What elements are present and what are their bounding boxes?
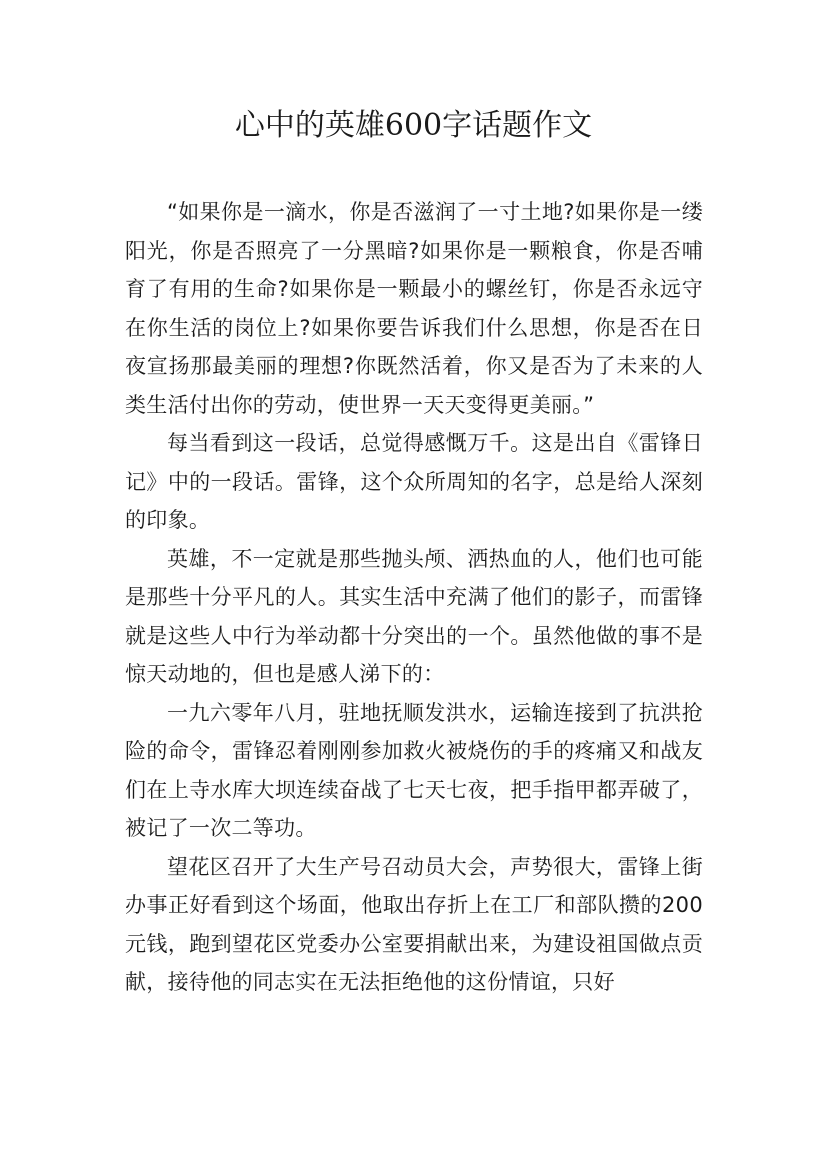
paragraph: 望花区召开了大生产号召动员大会，声势很大，雷锋上街办事正好看到这个场面，他取出存折上在工厂和部队攒的200元钱，跑到望花区党委办公室要捐献出来，为建设祖国做点贡献，接待他的同志实在无法拒绝他的这份情谊，只好 [125, 854, 703, 994]
paragraph: 一九六零年八月，驻地抚顺发洪水，运输连接到了抗洪抢险的命令，雷锋忍着刚刚参加救火被烧伤的手的疼痛又和战友们在上寺水库大坝连续奋战了七天七夜，把手指甲都弄破了，被记了一次二等功。 [125, 700, 703, 840]
document-body [125, 193, 703, 1002]
paragraph: “如果你是一滴水，你是否滋润了一寸土地?如果你是一缕阳光，你是否照亮了一分黑暗?如果你是一颗粮食，你是否哺育了有用的生命?如果你是一颗最小的螺丝钉，你是否永远守在你生活的岗位上?如果你要告诉我们什么思想，你是否在日夜宣扬那最美丽的理想?你既然活着，你又是否为了未来的人类生活付出你的劳动，使世界一天天变得更美丽。” [125, 200, 703, 417]
document-title: 心中的英雄600字话题作文 [234, 108, 593, 143]
paragraph: 英雄，不一定就是那些抛头颅、洒热血的人，他们也可能是那些十分平凡的人。其实生活中充满了他们的影子，而雷锋就是这些人中行为举动都十分突出的一个。虽然他做的事不是惊天动地的，但也是感人涕下的： [125, 546, 703, 686]
paragraph: 每当看到这一段话，总觉得感慨万千。这是出自《雷锋日记》中的一段话。雷锋，这个众所周知的名字，总是给人深刻的印象。 [125, 431, 703, 532]
